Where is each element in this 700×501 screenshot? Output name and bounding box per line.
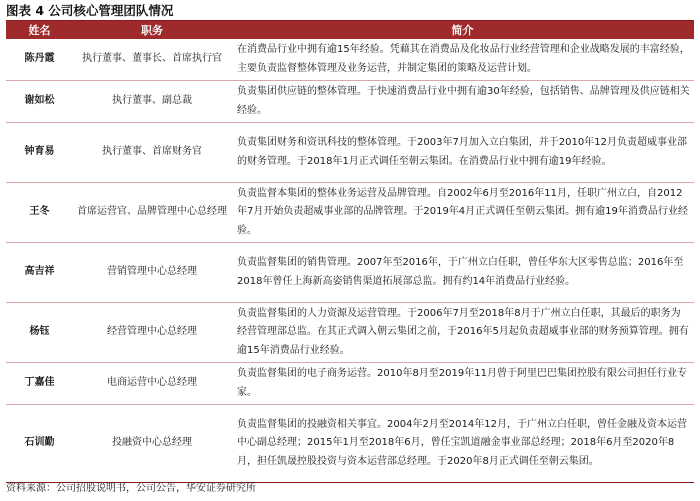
exec-position: 执行董事、董事长、首席执行官 [73,39,231,81]
exec-position: 经营管理中心总经理 [73,303,231,363]
exec-bio: 负责监督集团的人力资源及运营管理。于2006年7月至2018年8月于广州立白任职，其最后的职务为经营管理部总监。在其正式调入朝云集团之前，于2016年5月起负责超威事业部的财务预算管理。拥有逾15年消费品行业经验。 [231,303,694,363]
exec-bio: 负责集团供应链的整体管理。于快速消费品行业中拥有逾30年经验，包括销售、品牌管理及供应链相关经验。 [231,81,694,123]
table-row [6,123,694,183]
exec-name: 王冬 [6,183,73,243]
exec-position: 投融资中心总经理 [73,405,231,483]
exec-bio: 负责集团财务和资讯科技的整体管理。于2003年7月加入立白集团，并于2010年12月负责超威事业部的财务管理。于2018年1月正式调任至朝云集团。在消费品行业中拥有逾19年经验。 [231,123,694,183]
table-row [6,183,694,243]
exec-bio: 负责监督集团的投融资相关事宜。2004年2月至2014年12月，于广州立白任职，曾任金融及资本运营中心副总经理；2015年1月至2018年6月，曾任宝凯道融金事业部总经理；2018年6月至2020年8月，担任凯晟控股投资与资本运营部总经理。于2020年8月正式调任至朝云集团。 [231,405,694,483]
header-name: 姓名 [6,21,73,39]
exec-name: 杨钰 [6,303,73,363]
exec-bio: 负责监督集团的销售管理。2007年至2016年，于广州立白任职，曾任华东大区零售总监；2016年至2018年曾任上海新高姿销售渠道拓展部总监。拥有约14年消费品行业经验。 [231,243,694,303]
exec-name: 陈丹霞 [6,39,73,81]
exec-name: 谢如松 [6,81,73,123]
header-position: 职务 [73,21,231,39]
header-bio: 简介 [231,21,694,39]
management-team-table [6,21,694,483]
exec-bio: 在消费品行业中拥有逾15年经验。凭藉其在消费品及化妆品行业经营管理和企业战略发展的丰富经验，主要负责监督整体管理及业务运营，并制定集团的策略及运营计划。 [231,39,694,81]
exec-position: 电商运营中心总经理 [73,363,231,405]
exec-name: 丁嘉佳 [6,363,73,405]
figure-title: 图表 4 公司核心管理团队情况 [6,3,174,18]
table-header-row [6,21,694,39]
table-row [6,363,694,405]
exec-position: 首席运营官、品牌管理中心总经理 [73,183,231,243]
exec-name: 高吉祥 [6,243,73,303]
exec-bio: 负责监督集团的电子商务运营。2010年8月至2019年11月曾于阿里巴巴集团控股有限公司担任行业专家。 [231,363,694,405]
exec-name: 石训勤 [6,405,73,483]
table-row [6,81,694,123]
table-row [6,243,694,303]
table-row [6,303,694,363]
table-row [6,405,694,483]
exec-position: 营销管理中心总经理 [73,243,231,303]
exec-bio: 负责监督本集团的整体业务运营及品牌管理。自2002年6月至2016年11月，任职广州立白，自2012年7月开始负责超威事业部的品牌管理。于2019年4月正式调任至朝云集团。拥有逾19年消费品行业经验。 [231,183,694,243]
exec-position: 执行董事、副总裁 [73,81,231,123]
exec-position: 执行董事、首席财务官 [73,123,231,183]
table-row [6,39,694,81]
exec-name: 钟育易 [6,123,73,183]
source-note: 资料来源：公司招股说明书，公司公告，华安证券研究所 [6,483,256,494]
